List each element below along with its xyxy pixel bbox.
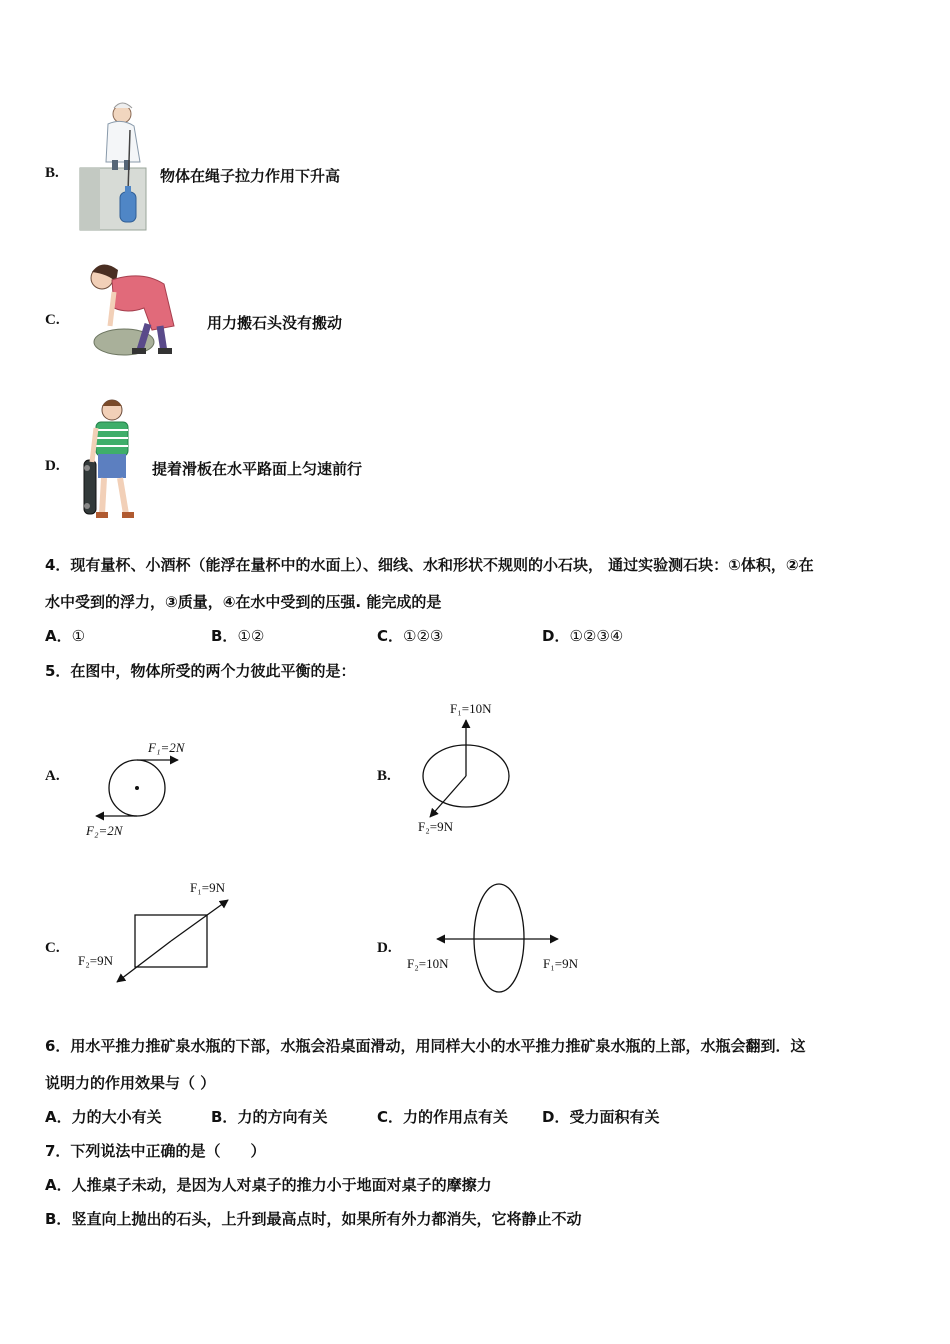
option-label: D. (45, 458, 60, 474)
force-label-f2: F₂=9N (78, 953, 113, 968)
option-label: D． (542, 1108, 570, 1126)
force-label-f2: F₂=10N (407, 956, 449, 971)
option-text: 提着滑板在水平路面上匀速前行 (152, 460, 363, 478)
figure-d-label: D. (377, 940, 392, 956)
option-text: ①②③ (403, 627, 444, 645)
option-label: B. (45, 165, 59, 181)
figure-c-label: C. (45, 940, 60, 956)
answer-option-d (542, 1106, 659, 1127)
option-text: ① (71, 627, 86, 645)
force-label-f2: F₂=9N (418, 819, 453, 834)
option-text: 人推桌子未动，是因为人对桌子的推力小于地面对桌子的摩擦力 (71, 1176, 492, 1194)
force-label-f1: F₁=10N (450, 701, 492, 716)
answer-option-c (377, 1106, 508, 1127)
force-label-f1: F₁=9N (543, 956, 578, 971)
option-text: ①②③④ (569, 627, 624, 645)
option-label: A． (45, 1108, 72, 1126)
figure-a-label: A. (45, 768, 60, 784)
answer-option-a (45, 1174, 492, 1195)
option-label: B． (45, 1210, 72, 1228)
question-stem-line-1: 4．现有量杯、小酒杯（能浮在量杯中的水面上）、细线、水和形状不规则的小石块， 通过实验测石块：①体积，②在 (45, 556, 814, 574)
answer-option-b (211, 1106, 327, 1127)
option-label: C. (45, 312, 60, 328)
figure-b-label: B. (377, 768, 391, 784)
ellipse-object (474, 884, 524, 992)
option-text: ①② (237, 627, 265, 645)
question-stem-line-2: 水中受到的浮力，③质量，④在水中受到的压强. 能完成的是 (45, 593, 442, 611)
option-text: 竖直向上抛出的石头，上升到最高点时，如果所有外力都消失，它将静止不动 (71, 1210, 582, 1228)
force-label-f1: F₁=2N (148, 740, 185, 755)
option-label: C． (377, 1108, 404, 1126)
question-stem: 5．在图中，物体所受的两个力彼此平衡的是： (45, 662, 356, 680)
option-text: 用力搬石头没有搬动 (207, 314, 343, 332)
answer-option-b (45, 1208, 581, 1229)
question-stem-line-1: 6．用水平推力推矿泉水瓶的下部，水瓶会沿桌面滑动，用同样大小的水平推力推矿泉水瓶的上部，水瓶会翻到．这 (45, 1037, 806, 1055)
option-label: D． (542, 627, 570, 645)
force-label-f1: F₁=9N (190, 880, 225, 895)
question-stem-line-2: 说明力的作用效果与（ ） (45, 1074, 216, 1092)
option-label: A． (45, 1176, 72, 1194)
option-label: B． (211, 627, 238, 645)
option-text: 力的大小有关 (71, 1108, 162, 1126)
option-text: 力的方向有关 (237, 1108, 328, 1126)
answer-option-a (45, 1106, 162, 1127)
option-text: 受力面积有关 (569, 1108, 660, 1126)
option-text: 物体在绳子拉力作用下升高 (160, 167, 341, 185)
option-label: B． (211, 1108, 238, 1126)
question-stem: 7．下列说法中正确的是（ ） (45, 1142, 266, 1160)
option-text: 力的作用点有关 (403, 1108, 509, 1126)
option-label: C． (377, 627, 404, 645)
option-label: A． (45, 627, 72, 645)
force-label-f2: F₂=2N (86, 823, 123, 838)
